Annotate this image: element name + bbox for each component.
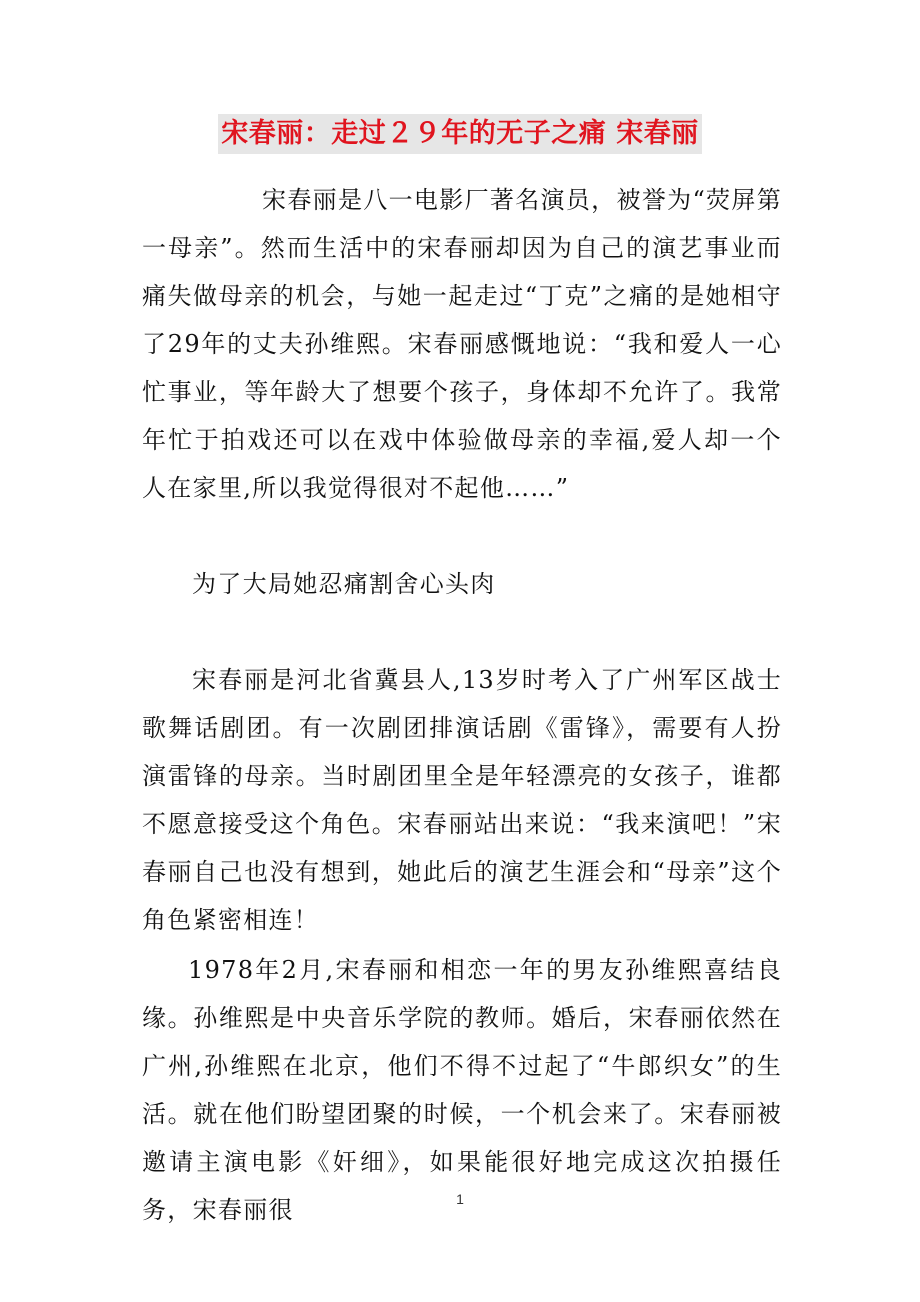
title-container	[0, 114, 920, 154]
page-number: 1	[456, 1191, 464, 1207]
section-heading: 为了大局她忍痛割舍心头肉	[192, 570, 496, 598]
paragraph-background: 宋春丽是河北省冀县人,13岁时考入了广州军区战士歌舞话剧团。有一次剧团排演话剧《雷锋》，需要有人扮演雷锋的母亲。当时剧团里全是年轻漂亮的女孩子，谁都不愿意接受这个角色。宋春丽站出来说：“我来演吧！”宋春丽自己也没有想到，她此后的演艺生涯会和“母亲”这个角色紧密相连！	[142, 666, 782, 934]
document-title: 宋春丽：走过２９年的无子之痛 宋春丽	[218, 114, 701, 154]
paragraph-marriage: 1978年2月,宋春丽和相恋一年的男友孙维熙喜结良缘。孙维熙是中央音乐学院的教师。婚后，宋春丽依然在广州,孙维熙在北京，他们不得不过起了“牛郎织女”的生活。就在他们盼望团聚的时候，一个机会来了。宋春丽被邀请主演电影《奸细》，如果能很好地完成这次拍摄任务，宋春丽很	[142, 956, 782, 1224]
paragraph-intro: 宋春丽是八一电影厂著名演员，被誉为“荧屏第一母亲”。然而生活中的宋春丽却因为自己的演艺事业而痛失做母亲的机会，与她一起走过“丁克”之痛的是她相守了29年的丈夫孙维熙。宋春丽感慨地说：“我和爱人一心忙事业，等年龄大了想要个孩子，身体却不允许了。我常年忙于拍戏还可以在戏中体验做母亲的幸福,爱人却一个人在家里,所以我觉得很对不起他……”	[142, 186, 782, 502]
